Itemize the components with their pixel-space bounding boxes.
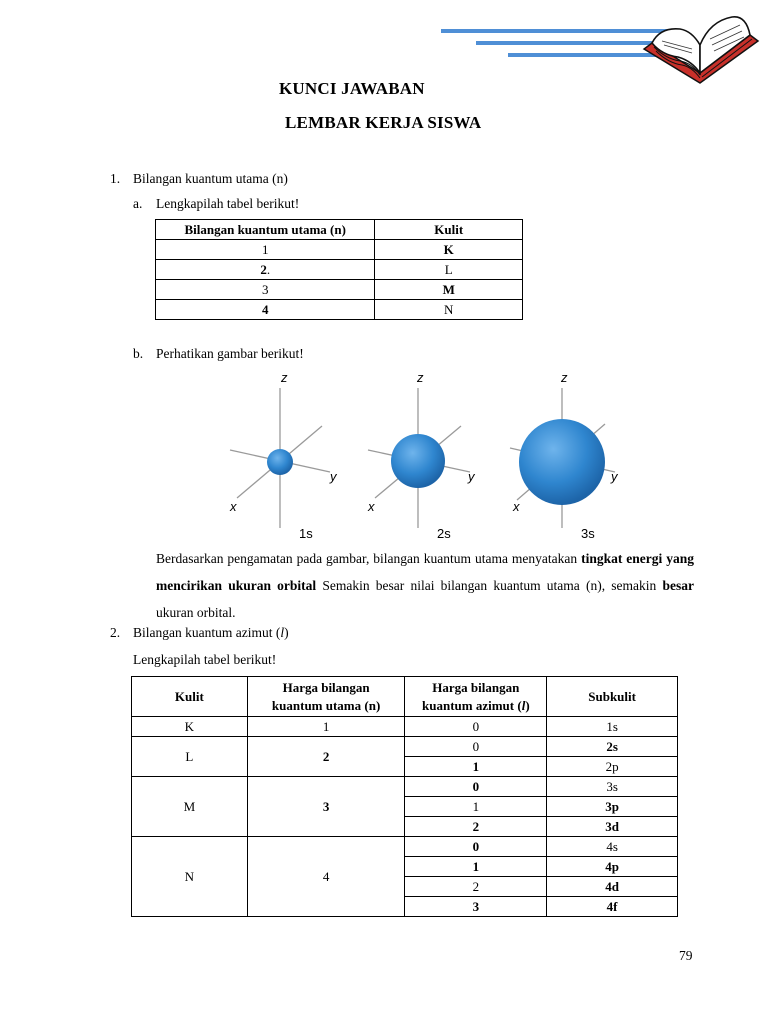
table2-header-l-line2-prefix: kuantum azimut ( bbox=[422, 697, 522, 713]
part-a-label: a. bbox=[133, 196, 143, 211]
page-number: 79 bbox=[679, 948, 693, 963]
conclusion-text-1: Berdasarkan pengamatan pada gambar, bilangan kuantum utama menyatakan bbox=[156, 551, 582, 566]
table1-cell-n-value: 2 bbox=[260, 262, 267, 277]
table2-cell-n: 4 bbox=[247, 837, 405, 917]
conclusion-paragraph bbox=[156, 545, 694, 626]
table2-cell-kulit: N bbox=[132, 837, 248, 917]
orbital-sphere-2s bbox=[391, 434, 445, 488]
table2-header-l-var: l bbox=[521, 697, 526, 713]
section2-heading bbox=[133, 625, 289, 641]
table-row bbox=[156, 240, 523, 260]
table2-cell-n: 1 bbox=[247, 717, 405, 737]
table2-cell-l: 3 bbox=[405, 897, 547, 917]
orbital-label-3s: 3s bbox=[581, 526, 595, 541]
table2-cell-kulit: K bbox=[132, 717, 248, 737]
table2-cell-l: 2 bbox=[405, 817, 547, 837]
table2-header-l-line2-suffix: ) bbox=[525, 697, 530, 713]
y-axis-label: y bbox=[611, 469, 618, 484]
orbital-label-1s: 1s bbox=[299, 526, 313, 541]
orbital-label-2s: 2s bbox=[437, 526, 451, 541]
table2-cell-l: 2 bbox=[405, 877, 547, 897]
table1-header-n: Bilangan kuantum utama (n) bbox=[156, 220, 375, 240]
table2-cell-subkulit: 4s bbox=[547, 837, 678, 857]
section2-number: 2. bbox=[110, 625, 121, 640]
table2-cell-kulit: M bbox=[132, 777, 248, 837]
table2-header-subkulit: Subkulit bbox=[547, 677, 678, 717]
table2-cell-n: 2 bbox=[247, 737, 405, 777]
table-row bbox=[132, 777, 678, 797]
table2-header-n-line2: kuantum utama (n) bbox=[271, 697, 381, 713]
section2-heading-prefix: Bilangan kuantum azimut ( bbox=[133, 625, 281, 640]
y-axis-label: y bbox=[330, 469, 337, 484]
table2-cell-subkulit: 4f bbox=[547, 897, 678, 917]
table2-cell-l: 0 bbox=[405, 837, 547, 857]
section1-heading: Bilangan kuantum utama (n) bbox=[133, 171, 288, 186]
table-kuantum-azimut bbox=[131, 676, 678, 917]
table-row bbox=[132, 737, 678, 757]
part-a-text: Lengkapilah tabel berikut! bbox=[156, 196, 300, 211]
section1-number: 1. bbox=[110, 171, 121, 186]
table2-cell-l: 1 bbox=[405, 797, 547, 817]
title-line-1: KUNCI JAWABAN bbox=[279, 79, 425, 98]
orbital-1s-diagram bbox=[229, 370, 338, 541]
table-row bbox=[156, 260, 523, 280]
section2-heading-var: l bbox=[280, 625, 285, 640]
table1-cell-n: 1 bbox=[156, 240, 375, 260]
table1-cell-n bbox=[156, 260, 375, 280]
section2-instruction: Lengkapilah tabel berikut! bbox=[133, 652, 277, 667]
orbital-3s-diagram bbox=[510, 370, 619, 541]
table2-cell-subkulit: 3s bbox=[547, 777, 678, 797]
table2-cell-n: 3 bbox=[247, 777, 405, 837]
table2-cell-subkulit: 2p bbox=[547, 757, 678, 777]
table1-cell-n: 4 bbox=[156, 300, 375, 320]
table1-cell-kulit: L bbox=[375, 260, 523, 280]
table1-cell-n: 3 bbox=[156, 280, 375, 300]
conclusion-bold-2: besar bbox=[662, 578, 694, 593]
y-axis-label: y bbox=[468, 469, 475, 484]
z-axis-label: z bbox=[417, 370, 424, 385]
x-axis-label: x bbox=[368, 499, 375, 514]
table1-cell-n-suffix: . bbox=[266, 262, 271, 277]
orbital-sphere-3s bbox=[519, 419, 605, 505]
table-row bbox=[156, 280, 523, 300]
conclusion-text-2: Semakin besar nilai bilangan kuantum utama (n), semakin bbox=[316, 578, 663, 593]
part-b-label: b. bbox=[133, 346, 144, 361]
x-axis-label: x bbox=[513, 499, 520, 514]
table2-cell-subkulit: 2s bbox=[547, 737, 678, 757]
table2-header-kulit: Kulit bbox=[132, 677, 248, 717]
table-row bbox=[156, 300, 523, 320]
table1-header-kulit: Kulit bbox=[375, 220, 523, 240]
table-row bbox=[132, 837, 678, 857]
part-b-text: Perhatikan gambar berikut! bbox=[156, 346, 304, 361]
z-axis-label: z bbox=[561, 370, 568, 385]
orbital-2s-diagram bbox=[367, 370, 476, 541]
orbital-sphere-1s bbox=[267, 449, 293, 475]
orbital-figure bbox=[225, 368, 630, 543]
conclusion-bold-1: tingkat energi yang mencirikan ukuran orbital bbox=[156, 551, 694, 593]
table-row bbox=[132, 717, 678, 737]
table2-header-l bbox=[405, 677, 547, 717]
table2-cell-subkulit: 4p bbox=[547, 857, 678, 877]
x-axis-label: x bbox=[230, 499, 237, 514]
table2-header-l-line1: Harga bilangan bbox=[432, 679, 520, 695]
table1-cell-kulit: K bbox=[375, 240, 523, 260]
table2-cell-l: 0 bbox=[405, 777, 547, 797]
title-line-2: LEMBAR KERJA SISWA bbox=[285, 113, 482, 132]
table2-cell-l: 1 bbox=[405, 857, 547, 877]
table1-cell-kulit: N bbox=[375, 300, 523, 320]
table2-cell-l: 1 bbox=[405, 757, 547, 777]
table1-cell-kulit: M bbox=[375, 280, 523, 300]
table2-header-n bbox=[247, 677, 405, 717]
table2-cell-subkulit: 3p bbox=[547, 797, 678, 817]
table-kuantum-utama bbox=[155, 219, 523, 320]
open-book-icon bbox=[640, 5, 764, 95]
table2-cell-subkulit: 1s bbox=[547, 717, 678, 737]
z-axis-label: z bbox=[281, 370, 288, 385]
table2-cell-subkulit: 3d bbox=[547, 817, 678, 837]
table2-cell-l: 0 bbox=[405, 717, 547, 737]
section2-heading-suffix: ) bbox=[284, 625, 289, 640]
table2-cell-kulit: L bbox=[132, 737, 248, 777]
table2-cell-l: 0 bbox=[405, 737, 547, 757]
table2-header-n-line1: Harga bilangan bbox=[282, 679, 370, 695]
table2-cell-subkulit: 4d bbox=[547, 877, 678, 897]
conclusion-text-3: ukuran orbital. bbox=[156, 605, 236, 620]
